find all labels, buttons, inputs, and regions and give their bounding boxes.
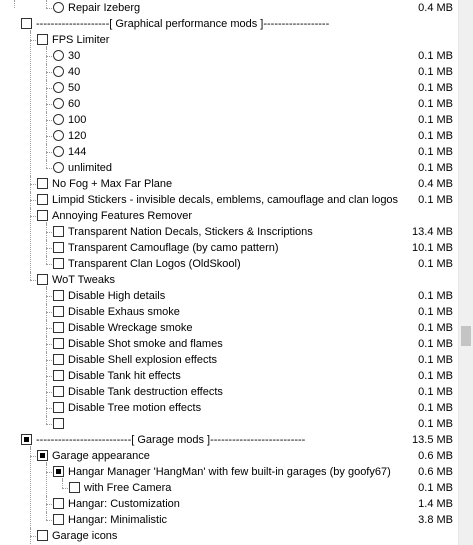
checkbox[interactable] bbox=[53, 242, 64, 253]
tree-item-label: Disable Shot smoke and flames bbox=[68, 338, 223, 350]
tree-item-label: Transparent Nation Decals, Stickers & Inscriptions bbox=[68, 226, 313, 238]
tree-item-label: Disable Exhaus smoke bbox=[68, 306, 180, 318]
item-size: 0.1 MB bbox=[418, 50, 453, 62]
tree-item-label: Disable Tank hit effects bbox=[68, 370, 181, 382]
item-size: 0.1 MB bbox=[418, 418, 453, 430]
tree-item-row[interactable] bbox=[0, 176, 458, 192]
tree-item-label: Limpid Stickers - invisible decals, emblems, camouflage and clan logos bbox=[52, 194, 399, 206]
tree-item-row[interactable] bbox=[0, 400, 458, 416]
checkbox[interactable] bbox=[53, 338, 64, 349]
tree-item-label: Garage appearance bbox=[52, 450, 150, 462]
item-size: 0.1 MB bbox=[418, 82, 453, 94]
tree-item-row[interactable] bbox=[0, 192, 458, 208]
tree-item-label: Hangar: Customization bbox=[68, 498, 180, 510]
checkbox[interactable] bbox=[53, 258, 64, 269]
tree-item-row[interactable] bbox=[0, 320, 458, 336]
checkbox[interactable] bbox=[37, 274, 48, 285]
item-size: 0.1 MB bbox=[418, 322, 453, 334]
item-size: 13.4 MB bbox=[412, 226, 453, 238]
checkbox[interactable] bbox=[53, 466, 64, 477]
item-size: 0.1 MB bbox=[418, 162, 453, 174]
item-size: 0.1 MB bbox=[418, 386, 453, 398]
tree-item-row[interactable] bbox=[0, 48, 458, 64]
checkbox[interactable] bbox=[53, 386, 64, 397]
checkbox[interactable] bbox=[53, 370, 64, 381]
tree-item-row[interactable] bbox=[0, 208, 458, 224]
item-size: 0.1 MB bbox=[418, 258, 453, 270]
item-size: 0.1 MB bbox=[418, 338, 453, 350]
item-size: 0.6 MB bbox=[418, 466, 453, 478]
tree-item-row[interactable] bbox=[0, 352, 458, 368]
tree-item-row[interactable] bbox=[0, 384, 458, 400]
item-size: 0.4 MB bbox=[418, 2, 453, 14]
tree-item-label: Disable Tree motion effects bbox=[68, 402, 202, 414]
tree-item-label: Disable Wreckage smoke bbox=[68, 322, 193, 334]
tree-item-row[interactable] bbox=[0, 368, 458, 384]
tree-item-label: 50 bbox=[68, 82, 81, 94]
item-size: 0.1 MB bbox=[418, 130, 453, 142]
checkbox[interactable] bbox=[37, 530, 48, 541]
checkbox[interactable] bbox=[53, 402, 64, 413]
tree-guide-line bbox=[46, 222, 47, 264]
item-size: 1.4 MB bbox=[418, 498, 453, 510]
item-size: 13.5 MB bbox=[412, 434, 453, 446]
radio-button[interactable] bbox=[53, 2, 64, 13]
tree-item-row[interactable] bbox=[0, 256, 458, 272]
checkbox[interactable] bbox=[53, 498, 64, 509]
tree-item-row[interactable] bbox=[0, 448, 458, 464]
tree-item-row[interactable] bbox=[0, 80, 458, 96]
radio-button[interactable] bbox=[53, 114, 64, 125]
tree-item-label: Repair Izeberg bbox=[68, 2, 141, 14]
item-size: 10.1 MB bbox=[412, 242, 453, 254]
item-size: 0.1 MB bbox=[418, 98, 453, 110]
tree-item-row[interactable] bbox=[0, 32, 458, 48]
item-size: 0.4 MB bbox=[418, 178, 453, 190]
tree-guide-line bbox=[46, 462, 47, 520]
item-size: 0.1 MB bbox=[418, 194, 453, 206]
item-size: 0.1 MB bbox=[418, 290, 453, 302]
radio-button[interactable] bbox=[53, 50, 64, 61]
tree-item-label: --------------------[ Graphical performance mods ]------------------ bbox=[36, 18, 330, 30]
tree-item-label: FPS Limiter bbox=[52, 34, 110, 46]
item-size: 0.1 MB bbox=[418, 370, 453, 382]
scrollbar-thumb[interactable] bbox=[461, 326, 471, 346]
tree-item-row[interactable] bbox=[0, 512, 458, 528]
checkbox[interactable] bbox=[21, 18, 32, 29]
tree-item-label: WoT Tweaks bbox=[52, 274, 115, 286]
item-size: 0.1 MB bbox=[418, 114, 453, 126]
radio-button[interactable] bbox=[53, 98, 64, 109]
tree-item-label: Disable Tank destruction effects bbox=[68, 386, 223, 398]
item-size: 0.1 MB bbox=[418, 306, 453, 318]
tree-item-label: --------------------------[ Garage mods ]-------------------------- bbox=[36, 434, 306, 446]
tree-item-row[interactable] bbox=[0, 128, 458, 144]
tree-guide-line bbox=[30, 30, 31, 280]
item-size: 0.6 MB bbox=[418, 450, 453, 462]
radio-button[interactable] bbox=[53, 146, 64, 157]
tree-item-row[interactable] bbox=[0, 0, 458, 16]
tree-item-label: Garage icons bbox=[52, 530, 118, 542]
tree-guide-line bbox=[46, 46, 47, 168]
radio-button[interactable] bbox=[53, 82, 64, 93]
radio-button[interactable] bbox=[53, 162, 64, 173]
tree-item-label: 40 bbox=[68, 66, 81, 78]
tree-item-label: with Free Camera bbox=[84, 482, 172, 494]
checkbox[interactable] bbox=[37, 194, 48, 205]
checkbox[interactable] bbox=[53, 418, 64, 429]
tree-item-row[interactable] bbox=[0, 160, 458, 176]
checkbox[interactable] bbox=[53, 306, 64, 317]
tree-item-row[interactable] bbox=[0, 480, 458, 496]
tree-item-row[interactable] bbox=[0, 240, 458, 256]
tree-item-label: Disable Shell explosion effects bbox=[68, 354, 217, 366]
item-size: 0.1 MB bbox=[418, 354, 453, 366]
item-size: 0.1 MB bbox=[418, 482, 453, 494]
tree-item-label: 120 bbox=[68, 130, 87, 142]
tree-item-label: 100 bbox=[68, 114, 87, 126]
tree-item-label: 30 bbox=[68, 50, 81, 62]
checkbox[interactable] bbox=[37, 210, 48, 221]
tree-item-row[interactable] bbox=[0, 64, 458, 80]
tree-item-label: Annoying Features Remover bbox=[52, 210, 193, 222]
tree-item-row[interactable] bbox=[0, 144, 458, 160]
checkbox[interactable] bbox=[53, 322, 64, 333]
item-size: 0.1 MB bbox=[418, 402, 453, 414]
tree-item-label: Disable High details bbox=[68, 290, 166, 302]
item-size: 0.1 MB bbox=[418, 146, 453, 158]
checkbox[interactable] bbox=[21, 434, 32, 445]
tree-item-row[interactable] bbox=[0, 336, 458, 352]
tree-item-row[interactable] bbox=[0, 528, 458, 544]
tree-item-label: Hangar Manager 'HangMan' with few built-in garages (by goofy67) bbox=[68, 466, 391, 478]
tree-item-label: 60 bbox=[68, 98, 81, 110]
tree-item-label: Hangar: Minimalistic bbox=[68, 514, 168, 526]
tree-item-row[interactable] bbox=[0, 224, 458, 240]
checkbox[interactable] bbox=[37, 34, 48, 45]
tree-item-label: unlimited bbox=[68, 162, 113, 174]
item-size: 0.1 MB bbox=[418, 66, 453, 78]
tree-item-row[interactable] bbox=[0, 464, 458, 480]
tree-item-row[interactable] bbox=[0, 272, 458, 288]
vertical-scrollbar[interactable] bbox=[458, 0, 473, 545]
tree-section-row[interactable] bbox=[0, 432, 458, 448]
tree-item-row[interactable] bbox=[0, 304, 458, 320]
checkbox[interactable] bbox=[53, 226, 64, 237]
radio-button[interactable] bbox=[53, 66, 64, 77]
tree-item-label: No Fog + Max Far Plane bbox=[52, 178, 173, 190]
tree-guide-line bbox=[46, 286, 47, 424]
tree-item-label: Transparent Clan Logos (OldSkool) bbox=[68, 258, 241, 270]
tree-item-row[interactable] bbox=[0, 288, 458, 304]
tree-item-row[interactable] bbox=[0, 112, 458, 128]
checkbox[interactable] bbox=[53, 354, 64, 365]
checkbox[interactable] bbox=[69, 482, 80, 493]
radio-button[interactable] bbox=[53, 130, 64, 141]
checkbox[interactable] bbox=[37, 450, 48, 461]
item-size: 3.8 MB bbox=[418, 514, 453, 526]
tree-item-label: Transparent Camouflage (by camo pattern) bbox=[68, 242, 279, 254]
checkbox[interactable] bbox=[53, 514, 64, 525]
tree-item-label: 144 bbox=[68, 146, 87, 158]
tree-section-row[interactable] bbox=[0, 16, 458, 32]
tree-item-row[interactable] bbox=[0, 496, 458, 512]
tree-item-row[interactable] bbox=[0, 96, 458, 112]
tree-guide-line bbox=[62, 478, 63, 488]
checkbox[interactable] bbox=[37, 178, 48, 189]
tree-guide-line bbox=[30, 446, 31, 536]
checkbox[interactable] bbox=[53, 290, 64, 301]
tree-item-row[interactable] bbox=[0, 416, 458, 432]
